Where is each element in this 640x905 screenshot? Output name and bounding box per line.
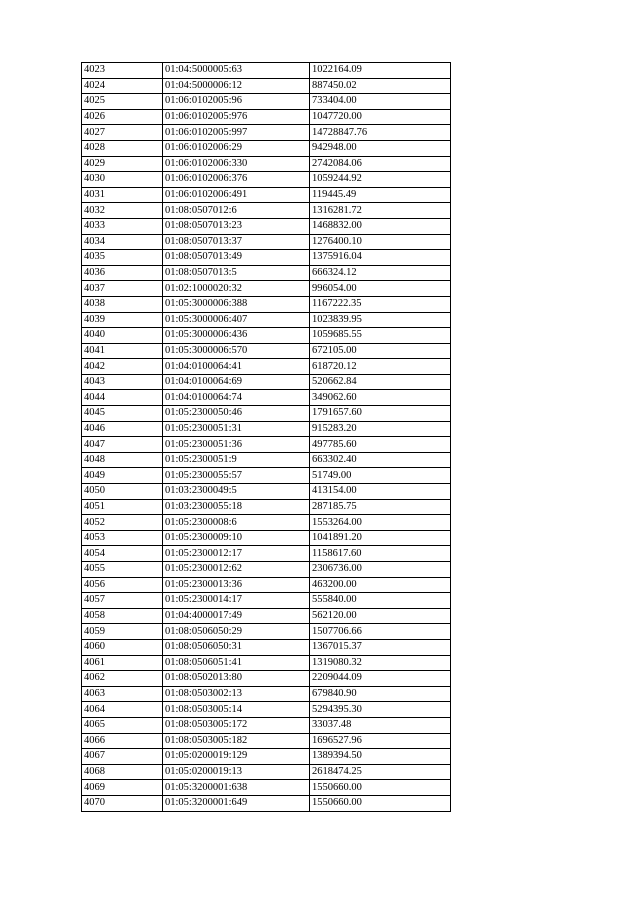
table-row bbox=[82, 530, 451, 546]
table-row bbox=[82, 452, 451, 468]
value-cell: 2742084.06 bbox=[310, 156, 451, 172]
cadastral-number-cell: 01:04:4000017:49 bbox=[163, 608, 310, 624]
cadastral-number-cell: 01:08:0507012:6 bbox=[163, 203, 310, 219]
cadastral-number-cell: 01:06:0102005:976 bbox=[163, 109, 310, 125]
value-cell: 1550660.00 bbox=[310, 795, 451, 811]
value-cell: 1276400.10 bbox=[310, 234, 451, 250]
value-cell: 1316281.72 bbox=[310, 203, 451, 219]
value-cell: 733404.00 bbox=[310, 94, 451, 110]
cadastral-number-cell: 01:05:3000006:570 bbox=[163, 343, 310, 359]
value-cell: 1059244.92 bbox=[310, 172, 451, 188]
table-row bbox=[82, 499, 451, 515]
value-cell: 1022164.09 bbox=[310, 63, 451, 79]
row-number-cell: 4036 bbox=[82, 265, 163, 281]
cadastral-number-cell: 01:05:2300012:62 bbox=[163, 562, 310, 578]
value-cell: 119445.49 bbox=[310, 187, 451, 203]
table-row bbox=[82, 218, 451, 234]
value-cell: 1023839.95 bbox=[310, 312, 451, 328]
cadastral-number-cell: 01:05:2300051:36 bbox=[163, 437, 310, 453]
row-number-cell: 4070 bbox=[82, 795, 163, 811]
row-number-cell: 4067 bbox=[82, 749, 163, 765]
value-cell: 14728847.76 bbox=[310, 125, 451, 141]
table-row bbox=[82, 608, 451, 624]
cadastral-number-cell: 01:06:0102005:96 bbox=[163, 94, 310, 110]
cadastral-number-cell: 01:08:0503005:14 bbox=[163, 702, 310, 718]
value-cell: 562120.00 bbox=[310, 608, 451, 624]
row-number-cell: 4025 bbox=[82, 94, 163, 110]
row-number-cell: 4058 bbox=[82, 608, 163, 624]
value-cell: 663302.40 bbox=[310, 452, 451, 468]
value-cell: 915283.20 bbox=[310, 421, 451, 437]
cadastral-number-cell: 01:05:3200001:638 bbox=[163, 780, 310, 796]
value-cell: 51749.00 bbox=[310, 468, 451, 484]
value-cell: 1167222.35 bbox=[310, 296, 451, 312]
value-cell: 463200.00 bbox=[310, 577, 451, 593]
row-number-cell: 4057 bbox=[82, 593, 163, 609]
table-body bbox=[82, 63, 451, 812]
row-number-cell: 4033 bbox=[82, 218, 163, 234]
table-row bbox=[82, 125, 451, 141]
value-cell: 497785.60 bbox=[310, 437, 451, 453]
row-number-cell: 4066 bbox=[82, 733, 163, 749]
cadastral-number-cell: 01:04:5000006:12 bbox=[163, 78, 310, 94]
row-number-cell: 4023 bbox=[82, 63, 163, 79]
row-number-cell: 4038 bbox=[82, 296, 163, 312]
cadastral-number-cell: 01:02:1000020:32 bbox=[163, 281, 310, 297]
cadastral-number-cell: 01:05:2300051:31 bbox=[163, 421, 310, 437]
table-row bbox=[82, 296, 451, 312]
value-cell: 618720.12 bbox=[310, 359, 451, 375]
table-row bbox=[82, 484, 451, 500]
table-row bbox=[82, 733, 451, 749]
value-cell: 1319080.32 bbox=[310, 655, 451, 671]
value-cell: 2618474.25 bbox=[310, 764, 451, 780]
value-cell: 1696527.96 bbox=[310, 733, 451, 749]
row-number-cell: 4032 bbox=[82, 203, 163, 219]
table-row bbox=[82, 593, 451, 609]
value-cell: 1550660.00 bbox=[310, 780, 451, 796]
row-number-cell: 4065 bbox=[82, 717, 163, 733]
row-number-cell: 4062 bbox=[82, 671, 163, 687]
cadastral-number-cell: 01:05:3000006:388 bbox=[163, 296, 310, 312]
row-number-cell: 4028 bbox=[82, 140, 163, 156]
value-cell: 1367015.37 bbox=[310, 639, 451, 655]
table-row bbox=[82, 515, 451, 531]
value-cell: 996054.00 bbox=[310, 281, 451, 297]
row-number-cell: 4044 bbox=[82, 390, 163, 406]
cadastral-number-cell: 01:06:0102005:997 bbox=[163, 125, 310, 141]
cadastral-number-cell: 01:05:2300009:10 bbox=[163, 530, 310, 546]
table-row bbox=[82, 374, 451, 390]
row-number-cell: 4043 bbox=[82, 374, 163, 390]
row-number-cell: 4050 bbox=[82, 484, 163, 500]
cadastral-number-cell: 01:04:0100064:74 bbox=[163, 390, 310, 406]
row-number-cell: 4047 bbox=[82, 437, 163, 453]
row-number-cell: 4049 bbox=[82, 468, 163, 484]
cadastral-number-cell: 01:04:0100064:41 bbox=[163, 359, 310, 375]
table-row bbox=[82, 94, 451, 110]
cadastral-number-cell: 01:05:0200019:13 bbox=[163, 764, 310, 780]
value-cell: 287185.75 bbox=[310, 499, 451, 515]
table-row bbox=[82, 624, 451, 640]
value-cell: 1553264.00 bbox=[310, 515, 451, 531]
row-number-cell: 4034 bbox=[82, 234, 163, 250]
value-cell: 2306736.00 bbox=[310, 562, 451, 578]
table-row bbox=[82, 203, 451, 219]
table-row bbox=[82, 795, 451, 811]
row-number-cell: 4026 bbox=[82, 109, 163, 125]
cadastral-number-cell: 01:08:0507013:23 bbox=[163, 218, 310, 234]
table-row bbox=[82, 671, 451, 687]
cadastral-number-cell: 01:08:0506050:31 bbox=[163, 639, 310, 655]
table-row bbox=[82, 156, 451, 172]
table-row bbox=[82, 250, 451, 266]
row-number-cell: 4027 bbox=[82, 125, 163, 141]
table-row bbox=[82, 109, 451, 125]
row-number-cell: 4054 bbox=[82, 546, 163, 562]
row-number-cell: 4042 bbox=[82, 359, 163, 375]
table-row bbox=[82, 187, 451, 203]
cadastral-value-table bbox=[81, 62, 451, 812]
row-number-cell: 4053 bbox=[82, 530, 163, 546]
cadastral-number-cell: 01:04:5000005:63 bbox=[163, 63, 310, 79]
table-row bbox=[82, 702, 451, 718]
cadastral-number-cell: 01:05:0200019:129 bbox=[163, 749, 310, 765]
table-row bbox=[82, 577, 451, 593]
value-cell: 5294395.30 bbox=[310, 702, 451, 718]
value-cell: 1389394.50 bbox=[310, 749, 451, 765]
table-row bbox=[82, 639, 451, 655]
row-number-cell: 4069 bbox=[82, 780, 163, 796]
table-row bbox=[82, 63, 451, 79]
table-row bbox=[82, 328, 451, 344]
row-number-cell: 4037 bbox=[82, 281, 163, 297]
row-number-cell: 4029 bbox=[82, 156, 163, 172]
row-number-cell: 4024 bbox=[82, 78, 163, 94]
table-row bbox=[82, 312, 451, 328]
cadastral-number-cell: 01:08:0507013:49 bbox=[163, 250, 310, 266]
cadastral-number-cell: 01:08:0506051:41 bbox=[163, 655, 310, 671]
table-row bbox=[82, 140, 451, 156]
row-number-cell: 4061 bbox=[82, 655, 163, 671]
cadastral-number-cell: 01:03:2300055:18 bbox=[163, 499, 310, 515]
value-cell: 666324.12 bbox=[310, 265, 451, 281]
row-number-cell: 4030 bbox=[82, 172, 163, 188]
value-cell: 942948.00 bbox=[310, 140, 451, 156]
cadastral-number-cell: 01:05:2300013:36 bbox=[163, 577, 310, 593]
value-cell: 1047720.00 bbox=[310, 109, 451, 125]
table-row bbox=[82, 468, 451, 484]
row-number-cell: 4052 bbox=[82, 515, 163, 531]
table-row bbox=[82, 764, 451, 780]
table-row bbox=[82, 343, 451, 359]
row-number-cell: 4060 bbox=[82, 639, 163, 655]
cadastral-number-cell: 01:05:3200001:649 bbox=[163, 795, 310, 811]
cadastral-number-cell: 01:08:0507013:5 bbox=[163, 265, 310, 281]
row-number-cell: 4056 bbox=[82, 577, 163, 593]
row-number-cell: 4039 bbox=[82, 312, 163, 328]
value-cell: 413154.00 bbox=[310, 484, 451, 500]
value-cell: 555840.00 bbox=[310, 593, 451, 609]
table-row bbox=[82, 562, 451, 578]
value-cell: 672105.00 bbox=[310, 343, 451, 359]
cadastral-number-cell: 01:05:2300055:57 bbox=[163, 468, 310, 484]
row-number-cell: 4063 bbox=[82, 686, 163, 702]
row-number-cell: 4045 bbox=[82, 406, 163, 422]
table-row bbox=[82, 406, 451, 422]
value-cell: 1791657.60 bbox=[310, 406, 451, 422]
cadastral-number-cell: 01:05:2300014:17 bbox=[163, 593, 310, 609]
row-number-cell: 4051 bbox=[82, 499, 163, 515]
value-cell: 1468832.00 bbox=[310, 218, 451, 234]
table-row bbox=[82, 281, 451, 297]
value-cell: 349062.60 bbox=[310, 390, 451, 406]
row-number-cell: 4040 bbox=[82, 328, 163, 344]
value-cell: 1059685.55 bbox=[310, 328, 451, 344]
value-cell: 520662.84 bbox=[310, 374, 451, 390]
cadastral-number-cell: 01:04:0100064:69 bbox=[163, 374, 310, 390]
cadastral-number-cell: 01:08:0502013:80 bbox=[163, 671, 310, 687]
cadastral-number-cell: 01:05:3000006:407 bbox=[163, 312, 310, 328]
table-row bbox=[82, 265, 451, 281]
cadastral-number-cell: 01:05:3000006:436 bbox=[163, 328, 310, 344]
table-row bbox=[82, 390, 451, 406]
cadastral-number-cell: 01:08:0507013:37 bbox=[163, 234, 310, 250]
value-cell: 887450.02 bbox=[310, 78, 451, 94]
cadastral-number-cell: 01:08:0503005:182 bbox=[163, 733, 310, 749]
row-number-cell: 4059 bbox=[82, 624, 163, 640]
table-row bbox=[82, 655, 451, 671]
table-row bbox=[82, 546, 451, 562]
cadastral-number-cell: 01:08:0506050:29 bbox=[163, 624, 310, 640]
value-cell: 1041891.20 bbox=[310, 530, 451, 546]
cadastral-number-cell: 01:06:0102006:330 bbox=[163, 156, 310, 172]
cadastral-number-cell: 01:05:2300008:6 bbox=[163, 515, 310, 531]
value-cell: 1507706.66 bbox=[310, 624, 451, 640]
value-cell: 679840.90 bbox=[310, 686, 451, 702]
row-number-cell: 4031 bbox=[82, 187, 163, 203]
cadastral-number-cell: 01:08:0503005:172 bbox=[163, 717, 310, 733]
value-cell: 1158617.60 bbox=[310, 546, 451, 562]
table-row bbox=[82, 421, 451, 437]
row-number-cell: 4068 bbox=[82, 764, 163, 780]
table-row bbox=[82, 749, 451, 765]
row-number-cell: 4064 bbox=[82, 702, 163, 718]
table-row bbox=[82, 234, 451, 250]
cadastral-number-cell: 01:05:2300051:9 bbox=[163, 452, 310, 468]
table-row bbox=[82, 780, 451, 796]
table-row bbox=[82, 717, 451, 733]
table-row bbox=[82, 172, 451, 188]
cadastral-number-cell: 01:05:2300050:46 bbox=[163, 406, 310, 422]
cadastral-number-cell: 01:06:0102006:376 bbox=[163, 172, 310, 188]
cadastral-number-cell: 01:03:2300049:5 bbox=[163, 484, 310, 500]
table-row bbox=[82, 359, 451, 375]
cadastral-number-cell: 01:06:0102006:29 bbox=[163, 140, 310, 156]
cadastral-number-cell: 01:08:0503002:13 bbox=[163, 686, 310, 702]
table-row bbox=[82, 78, 451, 94]
value-cell: 2209044.09 bbox=[310, 671, 451, 687]
value-cell: 33037.48 bbox=[310, 717, 451, 733]
row-number-cell: 4055 bbox=[82, 562, 163, 578]
row-number-cell: 4041 bbox=[82, 343, 163, 359]
table-row bbox=[82, 686, 451, 702]
row-number-cell: 4048 bbox=[82, 452, 163, 468]
cadastral-number-cell: 01:05:2300012:17 bbox=[163, 546, 310, 562]
cadastral-number-cell: 01:06:0102006:491 bbox=[163, 187, 310, 203]
table-row bbox=[82, 437, 451, 453]
value-cell: 1375916.04 bbox=[310, 250, 451, 266]
row-number-cell: 4035 bbox=[82, 250, 163, 266]
row-number-cell: 4046 bbox=[82, 421, 163, 437]
